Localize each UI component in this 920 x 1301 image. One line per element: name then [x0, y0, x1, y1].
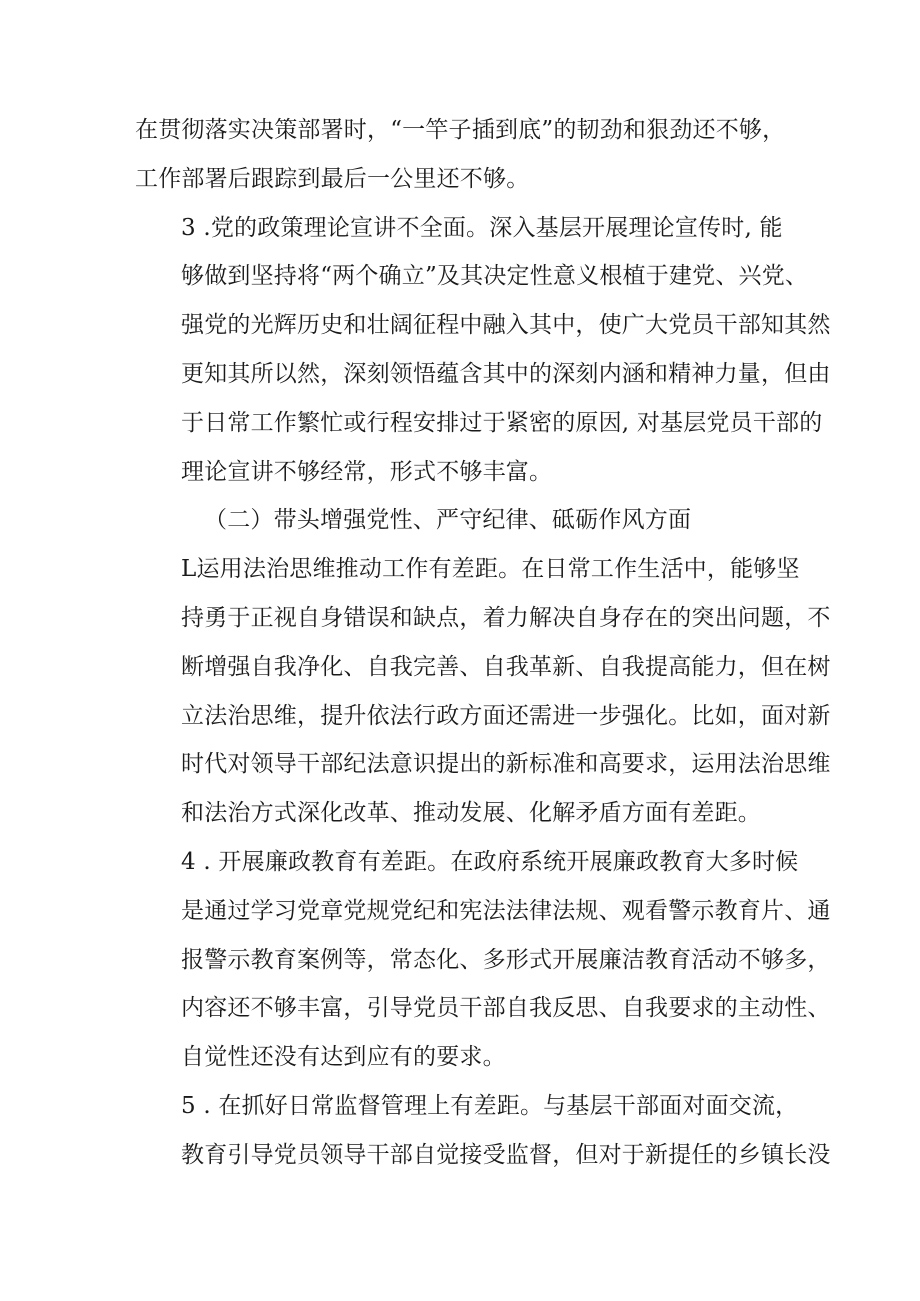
- document-body: [135, 106, 831, 1180]
- text-line: 和法治方式深化改革、推动发展、化解矛盾方面有差距。: [181, 800, 761, 827]
- text-line: 立法治思维，提升依法行政方面还需进一步强化。比如，面对新: [181, 702, 831, 729]
- text-line: 教育引导党员领导干部自觉接受监督，但对于新提任的乡镇长没: [181, 1141, 831, 1168]
- text-line: 报警示教育案例等，常态化、多形式开展廉洁教育活动不够多，: [181, 946, 831, 973]
- text-line: 于日常工作繁忙或行程安排过于紧密的原因, 对基层党员干部的: [181, 409, 823, 436]
- text-line: 自觉性还没有达到应有的要求。: [181, 1044, 506, 1071]
- text-line: 更知其所以然，深刻领悟蕴含其中的深刻内涵和精神力量，但由: [181, 360, 831, 387]
- text-line: 持勇于正视自身错误和缺点，着力解决自身存在的突出问题，不: [181, 604, 831, 631]
- text-line: 时代对领导干部纪法意识提出的新标准和高要求，运用法治思维: [181, 751, 831, 778]
- paragraph: [135, 1082, 831, 1180]
- text-line: L运用法治思维推动工作有差距。在日常工作生活中，能够坚: [181, 556, 800, 583]
- text-line: 理论宣讲不够经常，形式不够丰富。: [181, 458, 553, 485]
- paragraph: [135, 545, 831, 838]
- section-heading: [135, 496, 790, 545]
- text-line: （二）带头增强党性、严守纪律、砥砺作风方面: [204, 507, 692, 534]
- paragraph: [135, 106, 790, 204]
- text-line: 断增强自我净化、自我完善、自我革新、自我提高能力，但在树: [181, 653, 831, 680]
- text-line: 够做到坚持将“两个确立”及其决定性意义根植于建党、兴党、: [181, 263, 809, 290]
- text-line: 工作部署后跟踪到最后一公里还不够。: [135, 165, 530, 192]
- text-line: 4 . 开展廉政教育有差距。在政府系统开展廉政教育大多时候: [181, 848, 799, 875]
- text-line: 3 .党的政策理论宣讲不全面。深入基层开展理论宣传时, 能: [181, 214, 783, 241]
- text-line: 内容还不够丰富，引导党员干部自我反思、自我要求的主动性、: [181, 995, 831, 1022]
- text-line: 5 . 在抓好日常监督管理上有差距。与基层干部面对面交流，: [181, 1092, 799, 1119]
- paragraph: [135, 838, 831, 1082]
- text-line: 是通过学习党章党规党纪和宪法法律法规、观看警示教育片、通: [181, 897, 831, 924]
- text-line: 在贯彻落实决策部署时，“一竿子插到底”的韧劲和狠劲还不够，: [135, 117, 786, 143]
- text-line: 强党的光辉历史和壮阔征程中融入其中，使广大党员干部知其然: [181, 312, 831, 339]
- paragraph: [135, 204, 831, 497]
